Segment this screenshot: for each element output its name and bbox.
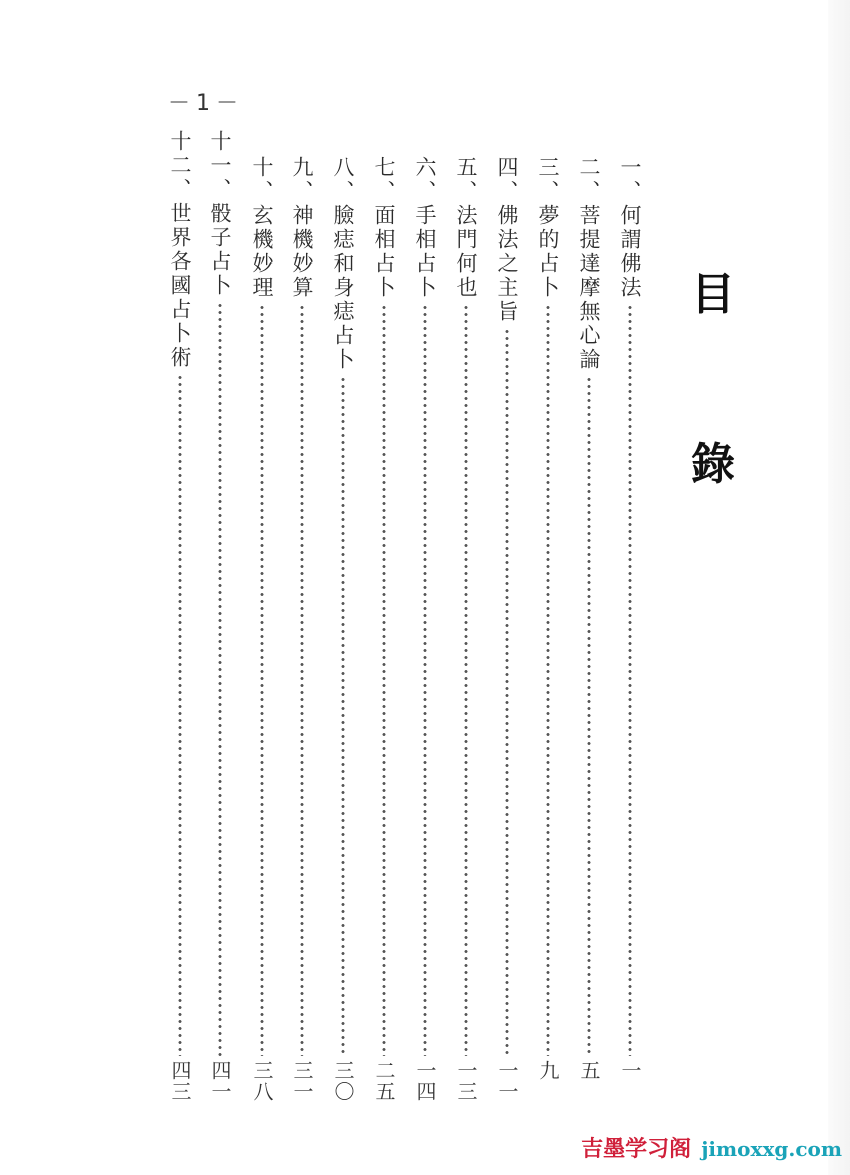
toc-entry-page: 二五 xyxy=(372,1060,396,1102)
toc-entry-page: 三一 xyxy=(290,1060,314,1102)
toc-entry-title: 四、佛法之主旨 xyxy=(495,156,519,324)
toc-entry-page: 一四 xyxy=(413,1060,437,1102)
dot-leader xyxy=(218,302,222,1056)
toc-entry[interactable] xyxy=(617,156,643,1116)
site-watermark xyxy=(581,1132,842,1163)
toc-entry[interactable] xyxy=(249,156,275,1116)
toc-entry-title: 七、面相占卜 xyxy=(372,156,396,300)
toc-entry-page: 三八 xyxy=(250,1060,274,1102)
toc-entry[interactable] xyxy=(494,156,520,1116)
dot-leader xyxy=(628,304,632,1056)
toc-entry-page: 五 xyxy=(577,1060,601,1081)
dot-leader xyxy=(341,376,345,1056)
toc-entry-title: 十二、世界各國占卜術 xyxy=(168,130,192,370)
toc-entry-page: 四三 xyxy=(168,1060,192,1102)
dot-leader xyxy=(178,374,182,1056)
toc-entry[interactable] xyxy=(207,130,233,1116)
toc-entry[interactable] xyxy=(330,156,356,1116)
dot-leader xyxy=(300,304,304,1056)
toc-entry[interactable] xyxy=(371,156,397,1116)
toc-entry-title: 六、手相占卜 xyxy=(413,156,437,300)
toc-entry-title: 一、何謂佛法 xyxy=(618,156,642,300)
toc-entry-page: 九 xyxy=(536,1060,560,1081)
toc-entry[interactable] xyxy=(576,156,602,1116)
toc-entry-page: 一 xyxy=(618,1060,642,1081)
dot-leader xyxy=(260,304,264,1056)
watermark-url: jimoxxg.com xyxy=(701,1137,842,1161)
dot-leader xyxy=(464,304,468,1056)
toc-entry-title: 十、玄機妙理 xyxy=(250,156,274,300)
toc-entry-title: 十一、骰子占卜 xyxy=(208,130,232,298)
toc-entry-title: 三、夢的占卜 xyxy=(536,156,560,300)
toc-entry-page: 四一 xyxy=(208,1060,232,1102)
toc-entry-title: 五、法門何也 xyxy=(454,156,478,300)
title-char-mu: 目 xyxy=(691,269,735,320)
dot-leader xyxy=(382,304,386,1056)
dot-leader xyxy=(587,376,591,1056)
toc-entry-title: 二、菩提達摩無心論 xyxy=(577,156,601,372)
table-of-contents xyxy=(0,130,850,1116)
toc-entry-page: 三〇 xyxy=(331,1060,355,1102)
toc-entry[interactable] xyxy=(412,156,438,1116)
dot-leader xyxy=(505,328,509,1056)
toc-entry[interactable] xyxy=(167,130,193,1116)
toc-entry-title: 九、神機妙算 xyxy=(290,156,314,300)
title-char-lu: 錄 xyxy=(691,439,735,490)
toc-entry[interactable] xyxy=(535,156,561,1116)
page-number-marker: －1－ xyxy=(168,91,244,116)
toc-entry-page: 一一 xyxy=(495,1060,519,1102)
dot-leader xyxy=(423,304,427,1056)
toc-entry[interactable] xyxy=(453,156,479,1116)
dot-leader xyxy=(546,304,550,1056)
toc-entry-page: 一三 xyxy=(454,1060,478,1102)
toc-entry-title: 八、臉痣和身痣占卜 xyxy=(331,156,355,372)
watermark-site-name: 吉墨学习阁 xyxy=(581,1137,692,1162)
toc-entry[interactable] xyxy=(289,156,315,1116)
